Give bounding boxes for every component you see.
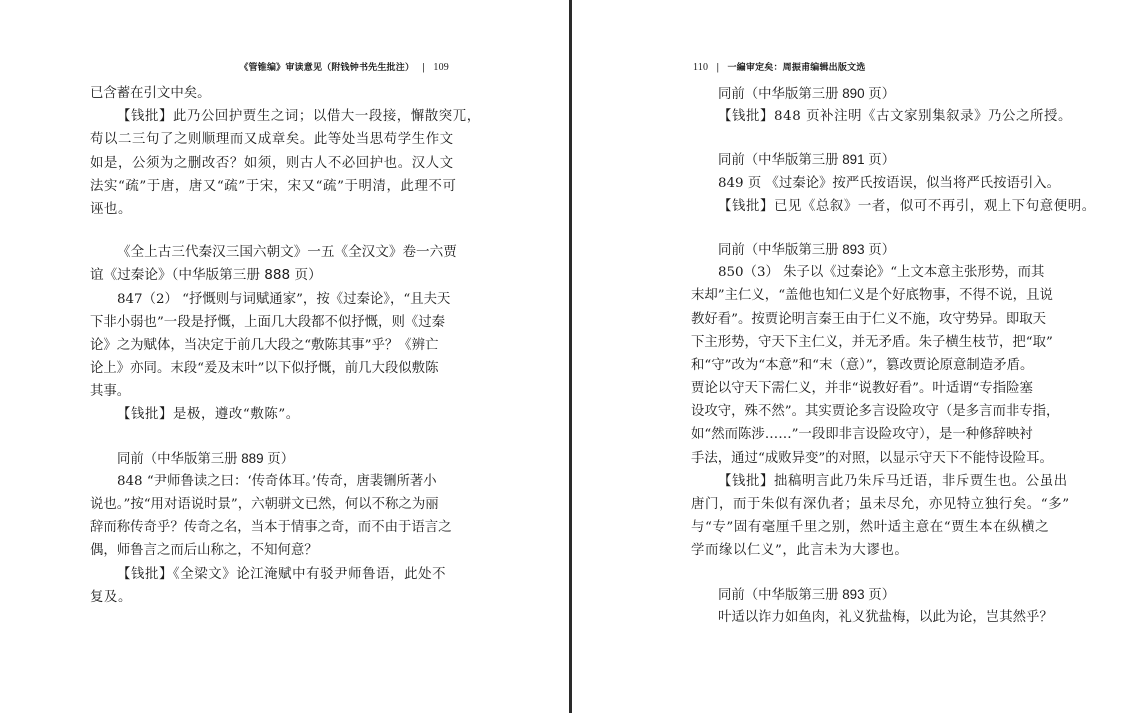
text-line: 叶适以诈力如鱼肉，礼义犹盐梅，以此为论，岂其然乎？ <box>718 609 1053 625</box>
text-line: 849 页 《过秦论》按严氏按语误，似当将严氏按语引入。 <box>718 175 1061 191</box>
book-spine <box>569 0 572 713</box>
annotation-line: 【钱批】是极，遵改“敷陈”。 <box>117 407 300 423</box>
annotation-line: 苟以二三句了之则顺理而又成章矣。此等处当思苟学生作文 <box>90 132 454 148</box>
section-heading: 同前（中华版第三册 893 页） <box>718 586 896 602</box>
text-line: 848 “尹师鲁读之曰：‘传奇体耳。’传奇，唐裴铏所著小 <box>117 473 437 489</box>
text-line: 论》之为赋体，当决定于前几大段之“敷陈其事”乎？《辨亡 <box>90 337 439 353</box>
text-line: 说也。”按“用对语说时景”，六朝骈文已然，何以不称之为丽 <box>90 497 439 512</box>
text-line: 设攻守，殊不然”。其实贾论多言设险攻守（是多言而非专指， <box>691 404 1060 420</box>
section-heading: 同前（中华版第三册 893 页） <box>718 241 896 257</box>
text-line: 偶，师鲁言之而后山称之，不知何意？ <box>90 543 318 559</box>
right-page-body <box>691 82 1096 629</box>
right-running-head: 110 | 一編审定矣：周振甫编辑出版文选 <box>693 62 866 73</box>
running-head-title: 一編审定矣：周振甫编辑出版文选 <box>727 63 866 73</box>
section-heading: 同前（中华版第三册 891 页） <box>718 152 896 168</box>
section-heading: 谊《过秦论》（中华版第三册 888 页） <box>90 267 322 284</box>
annotation-line: 【钱批】《全梁文》论江淹赋中有驳尹师鲁语，此处不 <box>117 566 447 582</box>
annotation-line: 复及。 <box>90 589 132 605</box>
annotation-line: 与“专”固有毫厘千里之别，然叶适主意在“贾生本在纵横之 <box>691 520 1050 536</box>
text-line: 贾论以守天下需仁义，并非“说教好看”。叶适谓“专指险塞 <box>691 381 1033 397</box>
annotation-line: 【钱批】848 页补注明《古文家别集叙录》乃公之所授。 <box>718 109 1072 125</box>
running-head-title: 《管锥编》审读意见（附钱钟书先生批注） <box>239 63 415 73</box>
text-line: 下非小弱也”一段是抒慨，上面几大段都不似抒慨，则《过秦 <box>90 314 445 330</box>
left-page-body <box>90 82 481 609</box>
section-heading: 《全上古三代秦汉三国六朝文》一五《全汉文》卷一六贾 <box>117 244 457 261</box>
text-line: 和“守”改为“本意”和“末（意）”，篡改贾论原意制造矛盾。 <box>691 357 1034 373</box>
annotation-line: 【钱批】此乃公回护贾生之词；以借大一段接，懈散突兀， <box>117 109 481 125</box>
annotation-line: 如是，公须为之删改否？如须，则古人不必回护也。汉人文 <box>90 155 454 171</box>
annotation-line: 【钱批】已见《总叙》一者，似可不再引，观上下句意便明。 <box>718 198 1096 214</box>
annotation-line: 唐门，而于朱似有深仇者；虽未尽允，亦见特立独行矣。“多” <box>691 497 1070 512</box>
right-page <box>573 0 1143 713</box>
text-line: 辞而称传奇乎？传奇之名，当本于情事之奇，而不由于语言之 <box>90 520 452 536</box>
text-line: 下主形势，守天下主仁义，并无矛盾。朱子横生枝节，把“取” <box>691 334 1053 350</box>
text-line: 847（2） “抒慨则与词赋通家”，按《过秦论》，“且夫天 <box>117 291 451 307</box>
section-heading: 同前（中华版第三册 890 页） <box>718 86 896 101</box>
annotation-line: 【钱批】拙稿明言此乃朱斥马迁语，非斥贾生也。公虽出 <box>718 473 1068 489</box>
text-line: 教好看”。按贾论明言秦王由于仁义不施，攻守势异。即取天 <box>691 311 1046 327</box>
section-heading: 同前（中华版第三册 889 页） <box>117 450 295 466</box>
page-number: 110 <box>693 62 709 73</box>
left-running-head: 《管锥编》审读意见（附钱钟书先生批注） | 109 <box>239 62 449 73</box>
text-line: 850（3） 朱子以《过秦论》“上文本意主张形势，而其 <box>718 265 1045 281</box>
text-line: 如“然而陈涉……”一段即非言设险攻守），是一种修辞映衬 <box>691 427 1033 443</box>
text-line: 论上》亦同。末段“爰及末叶”以下似抒慨，前几大段似敷陈 <box>90 361 439 377</box>
text-line: 末却”主仁义，“盖他也知仁义是个好底物事，不得不说，且说 <box>691 288 1053 304</box>
annotation-line: 法实“疏”于唐，唐又“疏”于宋，宋又“疏”于明清，此理不可 <box>90 178 457 194</box>
page-number: 109 <box>433 62 449 73</box>
annotation-line: 诬也。 <box>90 201 132 217</box>
text-line: 已含蓄在引文中矣。 <box>90 86 211 101</box>
annotation-line: 学而缘以仁义”，此言未为大谬也。 <box>691 543 909 559</box>
text-line: 手法，通过“成败异变”的对照，以显示守天下不能恃设险耳。 <box>691 450 1053 466</box>
left-page <box>0 0 570 713</box>
text-line: 其事。 <box>90 384 131 400</box>
